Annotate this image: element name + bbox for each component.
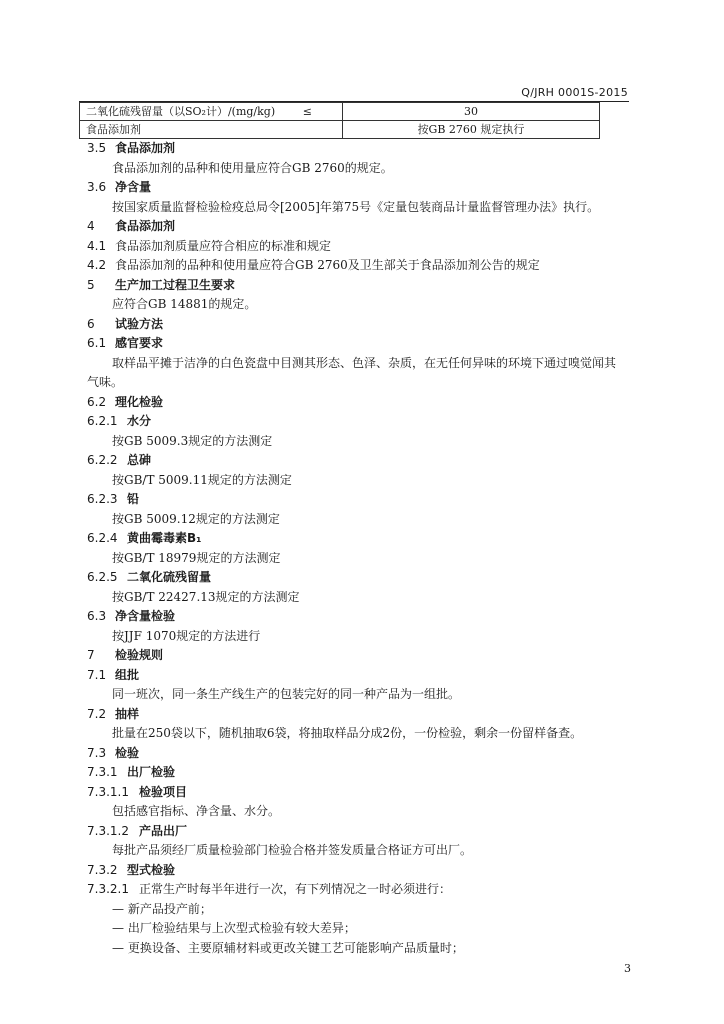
section-number: 7.2 <box>87 706 107 721</box>
section-heading <box>87 314 163 334</box>
section-title: 感官要求 <box>115 336 164 350</box>
section-title: 食品添加剂 <box>115 141 176 155</box>
section-title: 生产加工过程卫生要求 <box>115 277 236 292</box>
section-heading <box>87 138 175 158</box>
section-heading <box>87 411 151 431</box>
numbered-clause <box>87 236 331 256</box>
paragraph: 每批产品须经厂质量检验部门检验合格并签发质量合格证方可出厂。 <box>112 843 473 857</box>
section-heading <box>87 567 211 587</box>
section-heading <box>87 392 163 412</box>
paragraph: — 更换设备、主要原辅材料或更改关键工艺可能影响产品质量时； <box>112 940 464 955</box>
section-heading <box>87 665 139 685</box>
table-cell-item <box>80 121 343 139</box>
paragraph: 按JJF 1070规定的方法进行 <box>112 628 261 643</box>
section-heading <box>87 782 187 802</box>
section-title: 二氧化硫残留量 <box>127 570 212 584</box>
section-title: 净含量 <box>115 180 152 194</box>
paragraph: 按GB/T 18979规定的方法测定 <box>112 550 281 565</box>
paragraph: 包括感官指标、净含量、水分。 <box>112 804 281 818</box>
paragraph: 按GB 5009.12规定的方法测定 <box>112 511 280 526</box>
section-heading <box>87 645 163 665</box>
section-heading <box>87 606 175 626</box>
table-cell-value: 按GB 2760 规定执行 <box>343 121 600 139</box>
section-title: 组批 <box>115 667 140 682</box>
table-row <box>80 103 600 121</box>
section-number: 3.5 <box>87 141 107 155</box>
section-title: 产品出厂 <box>139 823 188 838</box>
section-number: 6.2.4 <box>87 531 118 545</box>
table-cell-value: 30 <box>343 103 600 121</box>
item-label: 二氧化硫残留量（以SO₂计）/(mg/kg) <box>86 105 276 118</box>
section-title: 型式检验 <box>127 862 176 877</box>
paragraph: 按国家质量监督检验检疫总局令[2005]年第75号《定量包装商品计量监督管理办法》执行。 <box>112 199 600 214</box>
section-number: 6.2.1 <box>87 414 118 428</box>
section-heading <box>87 216 175 236</box>
section-number: 6.3 <box>87 609 107 623</box>
section-heading <box>87 450 151 470</box>
table-cell-item <box>80 103 343 121</box>
section-number: 6.2 <box>87 394 107 409</box>
section-title: 出厂检验 <box>127 765 176 779</box>
paragraph: — 出厂检验结果与上次型式检验有较大差异； <box>112 921 356 935</box>
section-title: 食品添加剂的品种和使用量应符合GB 2760及卫生部关于食品添加剂公告的规定 <box>115 258 540 272</box>
section-number: 7.3.1.2 <box>87 823 129 838</box>
paragraph: 同一班次，同一条生产线生产的包装完好的同一种产品为一组批。 <box>112 687 461 701</box>
section-title: 检验规则 <box>115 648 164 662</box>
section-heading <box>87 821 187 841</box>
section-number: 3.6 <box>87 180 107 194</box>
section-number: 6 <box>87 316 95 331</box>
section-number: 7.3.1.1 <box>87 784 129 799</box>
section-number: 5 <box>87 277 95 292</box>
section-title: 抽样 <box>115 706 140 721</box>
paragraph: 按GB/T 22427.13规定的方法测定 <box>112 589 300 604</box>
paragraph: 批量在250袋以下，随机抽取6袋，将抽取样品分成2份，一份检验，剩余一份留样备查。 <box>112 726 583 740</box>
section-number: 7 <box>87 648 95 662</box>
section-title: 总砷 <box>127 453 152 467</box>
spec-table <box>79 102 600 139</box>
section-heading <box>87 275 235 295</box>
section-title: 试验方法 <box>115 316 164 331</box>
paragraph: 应符合GB 14881的规定。 <box>112 297 257 311</box>
item-symbol: ≤ <box>302 105 312 118</box>
section-title: 检验 <box>115 745 140 760</box>
section-number: 7.3.1 <box>87 765 118 779</box>
section-heading <box>87 860 175 880</box>
section-title: 水分 <box>127 414 152 428</box>
section-number: 4 <box>87 219 95 233</box>
numbered-clause <box>87 879 451 899</box>
section-title: 正常生产时每半年进行一次，有下列情况之一时必须进行： <box>139 882 452 896</box>
section-title: 食品添加剂 <box>115 219 176 233</box>
section-title: 铅 <box>127 492 140 506</box>
document-number: Q/JRH 0001S-2015 <box>521 86 628 99</box>
section-heading <box>87 743 139 763</box>
section-title: 黄曲霉毒素B₁ <box>127 531 202 545</box>
section-number: 4.1 <box>87 238 107 253</box>
section-heading <box>87 489 139 509</box>
paragraph: 取样品平摊于洁净的白色瓷盘中目测其形态、色泽、杂质，在无任何异味的环境下通过嗅觉闻其 <box>112 355 617 370</box>
section-title: 食品添加剂质量应符合相应的标准和规定 <box>115 238 332 253</box>
section-number: 6.2.3 <box>87 492 118 506</box>
page-number: 3 <box>624 962 631 975</box>
section-heading <box>87 177 151 197</box>
item-label: 食品添加剂 <box>86 123 141 136</box>
section-number: 7.3.2 <box>87 862 118 877</box>
paragraph-continuation: 气味。 <box>87 375 124 389</box>
table-row <box>80 121 600 139</box>
section-title: 理化检验 <box>115 394 164 409</box>
paragraph: — 新产品投产前； <box>112 901 212 916</box>
paragraph: 食品添加剂的品种和使用量应符合GB 2760的规定。 <box>112 160 393 175</box>
section-number: 7.1 <box>87 667 107 682</box>
paragraph: 按GB/T 5009.11规定的方法测定 <box>112 472 292 487</box>
section-title: 净含量检验 <box>115 609 176 623</box>
section-number: 4.2 <box>87 258 107 272</box>
section-number: 6.2.5 <box>87 570 118 584</box>
section-number: 7.3 <box>87 745 107 760</box>
paragraph: 按GB 5009.3规定的方法测定 <box>112 433 273 448</box>
section-number: 6.2.2 <box>87 453 118 467</box>
numbered-clause <box>87 255 540 275</box>
section-heading <box>87 333 163 353</box>
section-title: 检验项目 <box>139 784 188 799</box>
section-heading <box>87 762 175 782</box>
section-number: 6.1 <box>87 336 107 350</box>
section-number: 7.3.2.1 <box>87 882 129 896</box>
section-heading <box>87 528 201 548</box>
section-heading <box>87 704 139 724</box>
